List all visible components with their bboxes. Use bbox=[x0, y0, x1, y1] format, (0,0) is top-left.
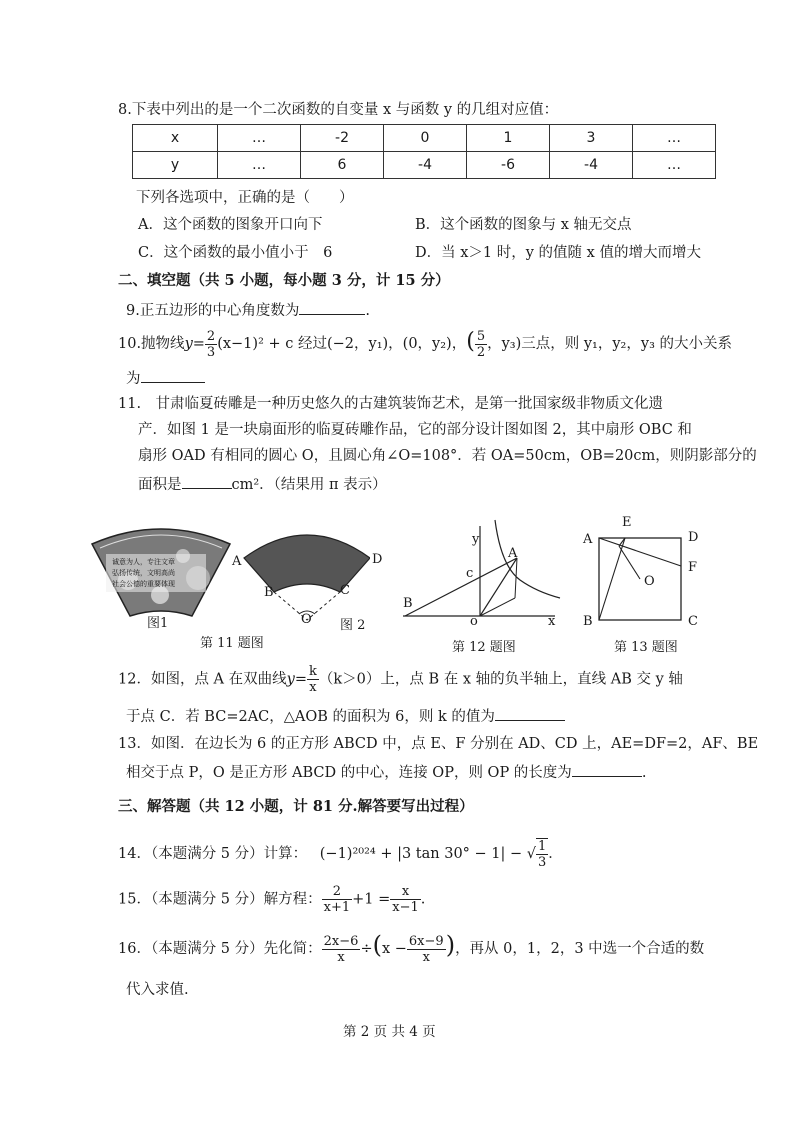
q16: 16．（本题满分 5 分）先化简： $\frac{2x-6}{x}$ ÷(x − $\frac{6x-9}{x}$ )，再从 0，1，2，3 中选一个合适的数 bbox=[118, 931, 705, 965]
q8-option-a: A．这个函数的图象开口向下 bbox=[138, 217, 323, 233]
q13-line2-text: 相交于点 P，O 是正方形 ABCD 的中心，连接 OP，则 OP 的长度为 bbox=[126, 765, 572, 781]
q16-numerator-2: 6x−9 bbox=[408, 933, 444, 949]
q13-end: . bbox=[641, 765, 647, 781]
table-cell: -2 bbox=[301, 125, 384, 152]
q12-line1b: （k＞0）上，点 B 在 x 轴的负半轴上，直线 AB 交 y 轴 bbox=[318, 671, 683, 688]
fig13-label-o: O bbox=[644, 574, 655, 589]
table-cell: 0 bbox=[384, 125, 467, 152]
q10-rest: (x−1)² + c 经过(−2，y₁)，(0，y₂)， bbox=[217, 336, 467, 352]
fig13-label-e: E bbox=[622, 515, 632, 530]
q10-point-numerator: 5 bbox=[476, 328, 486, 344]
q11-line1: 11. 甘肃临夏砖雕是一种历史悠久的古建筑装饰艺术，是第一批国家级非物质文化遗 bbox=[118, 396, 664, 412]
q12-y: y bbox=[286, 671, 295, 688]
fig13-label-b: B bbox=[583, 614, 593, 629]
fig12-label-y: y bbox=[472, 532, 480, 547]
q14-fraction bbox=[536, 838, 548, 870]
q15-fraction-1 bbox=[322, 884, 353, 915]
q15-denominator-1: x+1 bbox=[323, 900, 351, 915]
q13-line1: 13．如图．在边长为 6 的正方形 ABCD 中，点 E、F 分别在 AD、CD 上，AE=DF=2，AF、BE bbox=[118, 736, 759, 752]
q13-answer-blank bbox=[572, 760, 642, 777]
fig12-label-o: o bbox=[470, 614, 478, 629]
table-cell: 1 bbox=[467, 125, 550, 152]
q15-numerator-2: x bbox=[390, 884, 421, 900]
q10-answer-blank bbox=[141, 366, 205, 383]
q10-point-rest: ，y₃)三点，则 y₁，y₂，y₃ 的大小关系 bbox=[487, 336, 732, 352]
q16-fraction-1 bbox=[322, 934, 361, 965]
q14-numerator: 1 bbox=[538, 839, 547, 854]
q12-line2-text: 于点 C．若 BC=2AC，△AOB 的面积为 6，则 k 的值为 bbox=[126, 709, 495, 725]
q9-text: 9.正五边形的中心角度数为 bbox=[126, 303, 300, 319]
q16-denominator-1: x bbox=[337, 949, 345, 965]
figure-11-caption: 第 11 题图 bbox=[200, 636, 264, 651]
fig1-carving-text-3: 社会公德的重要体现 bbox=[112, 580, 175, 588]
fig13-label-d: D bbox=[688, 530, 699, 545]
fig2-label-c: C bbox=[340, 583, 350, 598]
table-cell: -4 bbox=[550, 152, 633, 179]
q15 bbox=[118, 884, 425, 915]
q14-denominator: 3 bbox=[538, 855, 547, 870]
q11-line2: 产．如图 1 是一块扇面形的临夏砖雕作品，它的部分设计图如图 2，其中扇形 OBC 和 bbox=[138, 422, 692, 438]
q8-option-c: C．这个函数的最小值小于 6 bbox=[138, 245, 333, 261]
table-row bbox=[133, 125, 716, 152]
q12-line1a: 12．如图，点 A 在双曲线 bbox=[118, 671, 287, 688]
figure-12-caption: 第 12 题图 bbox=[452, 640, 516, 655]
fig13-label-c: C bbox=[688, 614, 698, 629]
q16-denominator-2: x bbox=[422, 949, 430, 965]
page-footer: 第 2 页 共 4 页 bbox=[343, 1024, 436, 1040]
q8-ask: 下列各选项中，正确的是（ ） bbox=[136, 190, 354, 206]
fig2-label-b: B bbox=[264, 585, 274, 600]
section-2-heading: 二、填空题（共 5 小题，每小题 3 分，计 15 分） bbox=[118, 272, 450, 289]
fig12-label-b: B bbox=[403, 596, 413, 611]
q16-inner: x − bbox=[381, 941, 407, 957]
q15-numerator-1: 2 bbox=[322, 884, 353, 900]
q15-lead: 15．（本题满分 5 分）解方程： bbox=[118, 891, 322, 908]
q15-mid: +1 = bbox=[352, 891, 391, 908]
q12-fraction bbox=[307, 664, 319, 695]
q10-point-denominator: 2 bbox=[476, 344, 486, 360]
fig13-label-a: A bbox=[583, 532, 593, 547]
q10-eq: = bbox=[192, 336, 205, 352]
q12-line1 bbox=[118, 664, 683, 695]
q16-divide: ÷ bbox=[360, 941, 373, 957]
q15-denominator-2: x−1 bbox=[392, 900, 419, 915]
q12-line2 bbox=[126, 704, 565, 727]
fig12-label-x: x bbox=[548, 614, 556, 629]
q10-denominator: 3 bbox=[206, 344, 216, 360]
fig12-label-c: c bbox=[466, 566, 474, 581]
q12-answer-blank bbox=[495, 704, 565, 721]
table-cell: … bbox=[633, 125, 716, 152]
q14 bbox=[118, 838, 563, 870]
fig2-label-d: D bbox=[372, 552, 383, 567]
q10-point-fraction bbox=[475, 329, 487, 360]
section-3-heading: 三、解答题（共 12 小题，计 81 分.解答要写出过程） bbox=[118, 798, 474, 815]
q10-numerator: 2 bbox=[206, 328, 216, 344]
fig12-label-a: A bbox=[508, 546, 518, 561]
figure-12 bbox=[395, 518, 565, 638]
q14-expression: (−1)²⁰²⁴ + |3 tan 30° − 1| − √ bbox=[319, 846, 536, 862]
table-cell: -4 bbox=[384, 152, 467, 179]
q11-answer-blank bbox=[182, 472, 232, 489]
q16-end: ，再从 0，1，2，3 中选一个合适的数 bbox=[455, 941, 705, 957]
table-row bbox=[133, 152, 716, 179]
q16-line2: 代入求值. bbox=[126, 982, 189, 998]
q10-y: y bbox=[184, 336, 193, 352]
q14-end: ． bbox=[548, 846, 563, 862]
q10: 10.抛物线y= $\frac{2}{3}$ (x−1)² + c 经过(−2，y₁)，(0，y₂)，( $\frac{5}{2}$ ，y₃)三点，则 y₁，y₂，y₃ 的大小关系 bbox=[118, 328, 732, 360]
q8-stem: 8.下表中列出的是一个二次函数的自变量 x 与函数 y 的几组对应值： bbox=[118, 102, 559, 118]
q9-answer-blank bbox=[299, 298, 365, 315]
q13-line2 bbox=[126, 760, 646, 783]
q12-eq: = bbox=[294, 671, 307, 688]
fig13-label-f: F bbox=[688, 560, 698, 575]
q11-line4a: 面积是 bbox=[138, 477, 182, 493]
figure-1-caption: 图1 bbox=[147, 616, 169, 631]
q16-numerator-1: 2x−6 bbox=[323, 933, 359, 949]
fig1-carving-text-2: 弘扬传统，文明高尚 bbox=[112, 569, 175, 577]
q8-option-b: B．这个函数的图象与 x 轴无交点 bbox=[415, 217, 632, 233]
table-cell: … bbox=[218, 125, 301, 152]
table-cell: … bbox=[218, 152, 301, 179]
table-cell: 6 bbox=[301, 152, 384, 179]
fig1-carving-text-1: 诚意为人，专注文章 bbox=[112, 558, 175, 566]
table-cell: x bbox=[133, 125, 218, 152]
q11-line3: 扇形 OAD 有相同的圆心 O，且圆心角∠O=108°．若 OA=50cm，OB=20cm，则阴影部分的 bbox=[138, 448, 757, 464]
q14-lead: 14．（本题满分 5 分）计算： bbox=[118, 846, 308, 862]
q11-line4 bbox=[138, 472, 387, 495]
q10-line2-text: 为 bbox=[126, 371, 141, 387]
q9-end: . bbox=[365, 303, 370, 319]
q8-option-d: D．当 x＞1 时，y 的值随 x 值的增大而增大 bbox=[415, 245, 701, 261]
q15-fraction-2 bbox=[390, 884, 421, 915]
q12-numerator: k bbox=[309, 664, 317, 679]
fig2-label-a: A bbox=[232, 554, 242, 569]
q16-lead: 16．（本题满分 5 分）先化简： bbox=[118, 941, 322, 957]
q15-end: . bbox=[420, 891, 426, 908]
q11-line4b: cm²．（结果用 π 表示） bbox=[231, 477, 387, 493]
q10-fraction bbox=[205, 329, 217, 360]
table-cell: … bbox=[633, 152, 716, 179]
q10-lead: 10.抛物线 bbox=[118, 336, 185, 352]
table-cell: 3 bbox=[550, 125, 633, 152]
figure-2-caption: 图 2 bbox=[340, 618, 366, 633]
q9 bbox=[126, 298, 370, 321]
table-cell: -6 bbox=[467, 152, 550, 179]
q12-denominator: x bbox=[309, 680, 317, 695]
q10-line2 bbox=[126, 366, 205, 389]
value-table bbox=[132, 124, 716, 179]
table-cell: y bbox=[133, 152, 218, 179]
fig2-label-o: O bbox=[301, 612, 312, 627]
figure-13-caption: 第 13 题图 bbox=[614, 640, 678, 655]
q16-fraction-2 bbox=[407, 934, 446, 965]
